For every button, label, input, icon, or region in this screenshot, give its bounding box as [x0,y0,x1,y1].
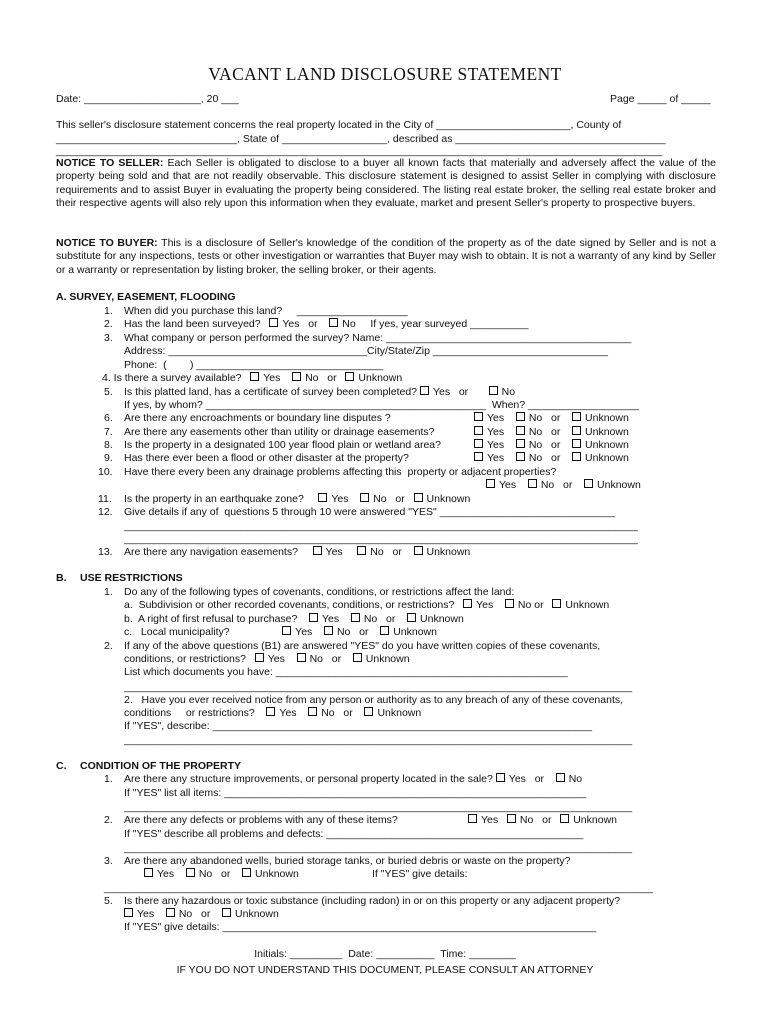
a9-options: Yes No or Unknown [474,452,629,465]
b2-blank-line[interactable]: _______________________________________________________________________________________ [124,681,633,693]
c4-number: 5. [104,895,113,907]
checkbox[interactable] [489,386,498,395]
a8-question: Is the property in a designated 100 year flood plain or wetland area? [124,439,441,451]
section-c-letter: C. [56,760,67,772]
notice-seller-text: Each Seller is obligated to disclose to a buyer all known facts that materially and adversely affect the value of the property being sold and that are not readily observable. This disclosure statement is designed to assist Seller in complying with disclosure requirements and to assist Buyer in evaluating the property being considered. The listing real estate broker, the selling real estate broker and their respective agents will also rely upon this information when they evaluate, market and present Seller's property to prospective buyers. [56,157,716,210]
checkbox[interactable] [242,868,251,877]
checkbox[interactable] [313,546,322,555]
b2-number: 2. [104,640,113,652]
checkbox[interactable] [516,452,525,461]
a13-question: Are there any navigation easements? Yes No or Unknown [124,546,471,558]
a3-address[interactable]: Address: __________________________________City/State/Zip ______________________________ [124,345,609,357]
b1b-question: b. A right of first refusal to purchase? Yes No or Unknown [124,613,464,625]
section-b-heading: USE RESTRICTIONS [80,572,183,584]
checkbox[interactable] [124,908,133,917]
b3-question: 2. Have you ever received notice from any person or authority as to any breach of any of these covenants, [124,694,624,706]
date-field[interactable]: Date: ____________________, 20 ___ [56,93,239,105]
a5-number: 5. [104,386,113,398]
b1-question: Do any of the following types of covenants, conditions, or restrictions affect the land: [124,586,515,598]
checkbox[interactable] [353,653,362,662]
a3-question[interactable]: What company or person performed the survey? Name: __________________________________________ [124,332,632,344]
c1-number: 1. [104,773,113,785]
a6-options: Yes No or Unknown [474,412,629,425]
notice-buyer-text: This is a disclosure of Seller's knowledge of the condition of the property as of the date signed by Seller and is not a substitute for any inspections, tests or other investigation or warranties that Buyer may wish to obtain. It is not a warranty of any kind by Seller or a warranty or representation by listing broker, the selling broker, or their agents. [56,237,716,276]
notice-buyer-label: NOTICE TO BUYER: [56,237,158,249]
checkbox[interactable] [556,773,565,782]
c4-give-details[interactable]: If "YES" give details: ________________________________________________________________ [124,921,597,933]
intro-rule-line[interactable]: _____________________________________________________________________________________________________________ [56,146,663,157]
checkbox[interactable] [308,707,317,716]
checkbox[interactable] [292,372,301,381]
checkbox[interactable] [496,773,505,782]
b3-describe[interactable]: If "YES", describe: _________________________________________________________________ [124,720,593,732]
checkbox[interactable] [297,653,306,662]
checkbox[interactable] [255,653,264,662]
a2-question: Has the land been surveyed? Yes or No If yes, year surveyed __________ [124,318,529,330]
checkbox[interactable] [166,908,175,917]
a12-number: 12. [98,506,113,518]
checkbox[interactable] [351,613,360,622]
checkbox[interactable] [560,814,569,823]
b2-documents[interactable]: List which documents you have: __________________________________________________ [124,666,568,678]
checkbox[interactable] [407,613,416,622]
a9-question: Has there ever been a flood or other disaster at the property? [124,452,409,464]
c3-number: 3. [104,855,113,867]
c3-blank-line[interactable]: ______________________________________________________________________________________________ [104,882,653,894]
a12-question[interactable]: Give details if any of questions 5 through 10 were answered "YES" ______________________________ [124,506,615,518]
a9-number: 9. [104,452,113,464]
intro-line-1[interactable]: This seller's disclosure statement concerns the real property located in the City of _______________________, County of [56,119,622,131]
checkbox[interactable] [282,626,291,635]
a7-options: Yes No or Unknown [474,426,629,439]
checkbox[interactable] [357,546,366,555]
c2-number: 2. [104,814,113,826]
a6-number: 6. [104,412,113,424]
checkbox[interactable] [528,479,537,488]
checkbox[interactable] [474,412,483,421]
a8-number: 8. [104,439,113,451]
checkbox[interactable] [364,707,373,716]
checkbox[interactable] [250,372,259,381]
intro-line-2[interactable]: _______________________________, State of __________________, described as ____________________________________ [56,133,666,145]
a5-by-whom[interactable]: If yes, by whom? ________________________________________________ When? ___________________ [124,399,639,411]
checkbox[interactable] [360,493,369,502]
checkbox[interactable] [474,439,483,448]
c3-options: Yes No or Unknown [144,868,299,881]
checkbox[interactable] [572,426,581,435]
checkbox[interactable] [222,908,231,917]
checkbox[interactable] [414,493,423,502]
a10-number: 10. [98,466,113,478]
c2-blank-line[interactable]: _______________________________________________________________________________________ [124,842,633,854]
c1-list-items[interactable]: If "YES" list all items: ______________________________________________________________ [124,787,587,799]
checkbox[interactable] [507,814,516,823]
a1-question[interactable]: When did you purchase this land? ___________________ [124,305,408,317]
a10-options: Yes No or Unknown [486,479,641,492]
b3b-question: conditions or restrictions? Yes No or Unknown [124,707,422,719]
checkbox[interactable] [552,599,561,608]
checkbox[interactable] [474,452,483,461]
checkbox[interactable] [186,868,195,877]
c3-question: Are there any abandoned wells, buried storage tanks, or buried debris or waste on the property? [124,855,571,867]
checkbox[interactable] [324,626,333,635]
a7-question: Are there any easements other than utility or drainage easements? [124,426,435,438]
checkbox[interactable] [584,479,593,488]
attorney-notice-footer: IF YOU DO NOT UNDERSTAND THIS DOCUMENT, PLEASE CONSULT AN ATTORNEY [176,964,594,976]
a3-phone[interactable]: Phone: ( ) ________________________________ [124,359,384,371]
a1-number: 1. [104,305,113,317]
checkbox[interactable] [269,318,278,327]
page-number-field[interactable]: Page _____ of _____ [610,93,711,105]
checkbox[interactable] [468,814,477,823]
a10-question: Have there every been any drainage problems affecting this property or adjacent properties? [124,466,557,478]
c2-describe[interactable]: If "YES" describe all problems and defects: ____________________________________________ [124,828,584,840]
b1-number: 1. [104,586,113,598]
c1-blank-line[interactable]: _______________________________________________________________________________________ [124,801,633,813]
b2-question: If any of the above questions (B1) are answered "YES" do you have written copies of these covenants, [124,640,601,652]
section-a-heading: A. SURVEY, EASEMENT, FLOODING [56,291,236,303]
a5-question: Is this platted land, has a certificate of survey been completed? Yes or No [124,386,516,398]
notice-to-seller [56,157,716,211]
checkbox[interactable] [463,599,472,608]
section-c-heading: CONDITION OF THE PROPERTY [80,760,242,772]
checkbox[interactable] [474,426,483,435]
a6-question: Are there any encroachments or boundary line disputes ? [124,412,391,424]
a12-blank-line[interactable]: ________________________________________________________________________________________ [124,520,638,532]
c3-give-details-label: If "YES" give details: [372,868,468,880]
a2-number: 2. [104,318,113,330]
notice-to-buyer [56,237,716,277]
a11-number: 11. [98,493,112,505]
a13-number: 13. [98,546,113,558]
b1a-question: a. Subdivision or other recorded covenants, conditions, or restrictions? Yes No or Unknown [124,599,610,611]
checkbox[interactable] [486,479,495,488]
checkbox[interactable] [380,626,389,635]
checkbox[interactable] [144,868,153,877]
a7-number: 7. [104,426,113,438]
checkbox[interactable] [318,493,327,502]
c4-options: Yes No or Unknown [124,908,279,921]
checkbox[interactable] [420,386,429,395]
checkbox[interactable] [516,426,525,435]
c1-question: Are there any structure improvements, or personal property located in the sale? Yes or No [124,773,583,785]
checkbox[interactable] [572,412,581,421]
a12-blank-line[interactable]: ________________________________________________________________________________________ [124,533,638,545]
a8-options: Yes No or Unknown [474,439,629,452]
checkbox[interactable] [345,372,354,381]
section-b-letter: B. [56,572,67,584]
checkbox[interactable] [516,412,525,421]
a11-question: Is the property in an earthquake zone? Yes No or Unknown [124,493,471,505]
c4-question: Is there any hazardous or toxic substance (including radon) in or on this property or any adjacent property? [124,895,621,907]
checkbox[interactable] [572,452,581,461]
c2-question: Are there any defects or problems with any of these items? [124,814,398,826]
document-title: VACANT LAND DISCLOSURE STATEMENT [208,64,562,84]
c2-options: Yes No or Unknown [468,814,617,827]
b1c-question: c. Local municipality? Yes No or Unknown [124,626,437,638]
checkbox[interactable] [266,707,275,716]
checkbox[interactable] [505,599,514,608]
checkbox[interactable] [309,613,318,622]
checkbox[interactable] [329,318,338,327]
a4-question: 4. Is there a survey available? Yes No or Unknown [102,372,403,384]
checkbox[interactable] [572,439,581,448]
notice-seller-label: NOTICE TO SELLER: [56,157,164,169]
initials-date-time-line[interactable]: Initials: _________ Date: __________ Time: ________ [254,948,516,960]
b3-blank-line[interactable]: _______________________________________________________________________________________ [124,734,633,746]
b2b-question: conditions, or restrictions? Yes No or Unknown [124,653,410,665]
checkbox[interactable] [516,439,525,448]
a3-number: 3. [104,332,113,344]
checkbox[interactable] [414,546,423,555]
